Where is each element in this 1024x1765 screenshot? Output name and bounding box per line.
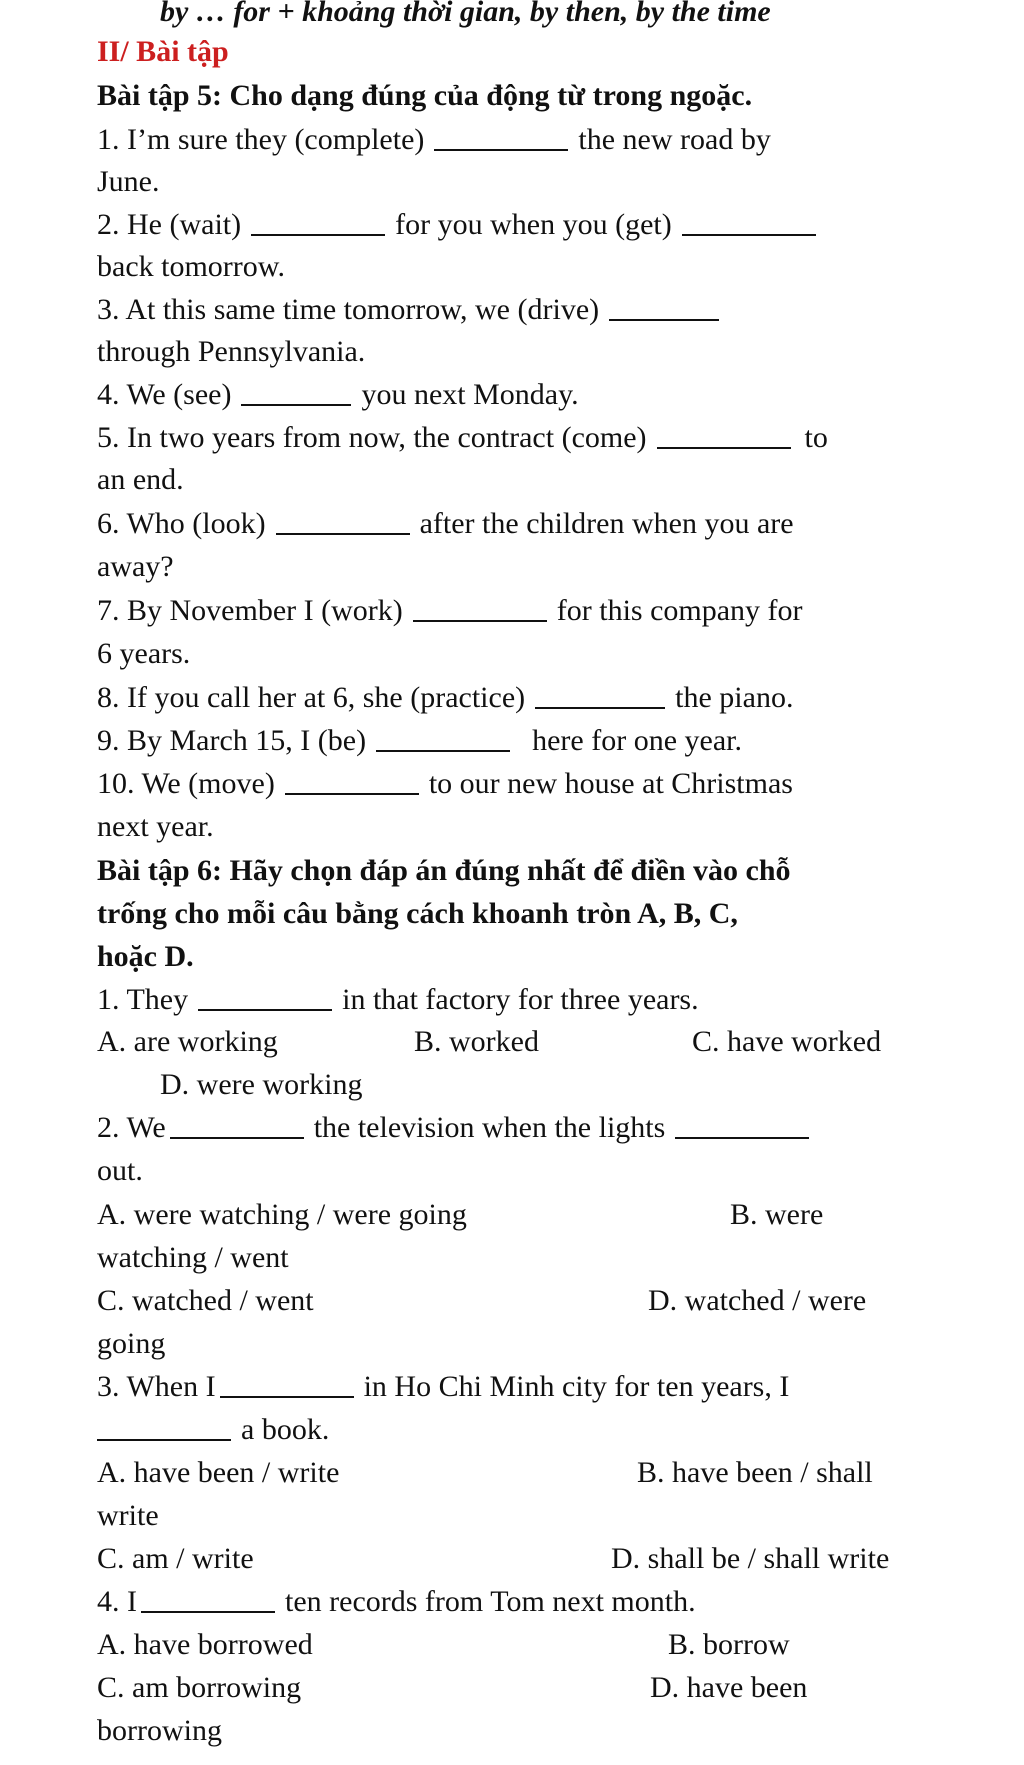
answer-blank	[675, 1137, 809, 1139]
text: to	[804, 421, 828, 454]
ex6-q3	[97, 1369, 789, 1405]
text: 5. In two years from now, the contract (come)	[97, 421, 647, 454]
text: the piano.	[675, 681, 794, 714]
text: 2. He (wait)	[97, 208, 242, 241]
text: after the children when you are	[419, 507, 794, 540]
ex6-q3-cont	[97, 1412, 329, 1448]
answer-blank	[141, 1611, 275, 1613]
ex5-q6-cont: away?	[97, 550, 174, 583]
text: 4. We (see)	[97, 378, 232, 411]
answer-blank	[413, 620, 547, 622]
text: a book.	[241, 1413, 330, 1446]
answer-blank	[434, 149, 568, 151]
text: for this company for	[556, 594, 803, 627]
ex5-q2	[97, 207, 826, 243]
ex5-q7	[97, 593, 803, 629]
answer-blank	[535, 707, 665, 709]
text: you next Monday.	[361, 378, 579, 411]
answer-blank	[241, 404, 351, 406]
ex6-q2	[97, 1110, 819, 1146]
ex6-q3-option-b[interactable]: B. have been / shall	[637, 1456, 873, 1489]
ex6-q3-option-c[interactable]: C. am / write	[97, 1542, 254, 1575]
text: in that factory for three years.	[342, 983, 699, 1016]
ex5-q3	[97, 292, 729, 328]
text: for you when you (get)	[395, 208, 672, 241]
answer-blank	[276, 533, 410, 535]
ex5-q1-cont: June.	[97, 165, 160, 198]
text: to our new house at Christmas	[428, 767, 793, 800]
answer-blank	[609, 319, 719, 321]
header-partial-line: by … for + khoảng thời gian, by then, by the time	[160, 0, 771, 28]
text: 6. Who (look)	[97, 507, 266, 540]
text: 3. When I	[97, 1370, 216, 1403]
text: ten records from Tom next month.	[285, 1585, 696, 1618]
answer-blank	[285, 793, 419, 795]
answer-blank	[97, 1439, 231, 1441]
ex6-q2-cont: out.	[97, 1154, 143, 1187]
ex6-q1-option-b[interactable]: B. worked	[414, 1025, 539, 1058]
ex6-q1-option-c[interactable]: C. have worked	[692, 1025, 882, 1058]
ex6-title-line1: Bài tập 6: Hãy chọn đáp án đúng nhất để điền vào chỗ	[97, 854, 791, 887]
ex6-q2-option-c[interactable]: C. watched / went	[97, 1284, 314, 1317]
ex5-q2-cont: back tomorrow.	[97, 250, 285, 283]
ex6-q3-option-a[interactable]: A. have been / write	[97, 1456, 340, 1489]
answer-blank	[251, 234, 385, 236]
answer-blank	[376, 750, 510, 752]
ex5-q7-cont: 6 years.	[97, 637, 191, 670]
ex6-q2-option-b[interactable]: B. were	[730, 1198, 824, 1231]
ex6-q3-option-d[interactable]: D. shall be / shall write	[611, 1542, 890, 1575]
ex5-q4	[97, 377, 579, 413]
text: 1. I’m sure they (complete)	[97, 123, 425, 156]
answer-blank	[220, 1396, 354, 1398]
ex5-q5	[97, 420, 828, 456]
ex6-q2-option-d[interactable]: D. watched / were	[648, 1284, 867, 1317]
text: 9. By March 15, I (be)	[97, 724, 367, 757]
ex6-q2-option-d-cont[interactable]: going	[97, 1327, 166, 1360]
ex6-q2-option-b-cont[interactable]: watching / went	[97, 1241, 289, 1274]
text: the television when the lights	[313, 1111, 666, 1144]
ex6-q2-option-a[interactable]: A. were watching / were going	[97, 1198, 467, 1231]
ex6-q4-option-d-cont[interactable]: borrowing	[97, 1714, 222, 1747]
ex6-q1-option-d[interactable]: D. were working	[160, 1068, 363, 1101]
ex6-q4-option-b[interactable]: B. borrow	[668, 1628, 790, 1661]
ex5-q10	[97, 766, 793, 802]
answer-blank	[170, 1137, 304, 1139]
ex5-q6	[97, 506, 794, 542]
ex6-q4-option-d[interactable]: D. have been	[650, 1671, 808, 1704]
text: the new road by	[578, 123, 771, 156]
text: 1. They	[97, 983, 189, 1016]
ex5-title: Bài tập 5: Cho dạng đúng của động từ trong ngoặc.	[97, 79, 753, 112]
text: 8. If you call her at 6, she (practice)	[97, 681, 526, 714]
ex6-q4-option-c[interactable]: C. am borrowing	[97, 1671, 302, 1704]
ex5-q10-cont: next year.	[97, 810, 214, 843]
answer-blank	[682, 234, 816, 236]
ex5-q9	[97, 723, 742, 759]
answer-blank	[198, 1009, 332, 1011]
text: 3. At this same time tomorrow, we (drive)	[97, 293, 600, 326]
text: 2. We	[97, 1111, 166, 1144]
ex6-q4-option-a[interactable]: A. have borrowed	[97, 1628, 313, 1661]
ex6-title-line2: trống cho mỗi câu bằng cách khoanh tròn A, B, C,	[97, 897, 738, 930]
ex6-q4	[97, 1584, 696, 1620]
answer-blank	[657, 447, 791, 449]
ex6-q1	[97, 982, 699, 1018]
ex5-q1	[97, 122, 771, 158]
ex6-title-line3: hoặc D.	[97, 940, 194, 973]
text: in Ho Chi Minh city for ten years, I	[363, 1370, 790, 1403]
ex6-q1-option-a[interactable]: A. are working	[97, 1025, 278, 1058]
text: 4. I	[97, 1585, 137, 1618]
text: 7. By November I (work)	[97, 594, 403, 627]
text: 10. We (move)	[97, 767, 275, 800]
ex5-q3-cont: through Pennsylvania.	[97, 335, 366, 368]
text: here for one year.	[532, 724, 742, 757]
ex5-q8	[97, 680, 793, 716]
ex5-q5-cont: an end.	[97, 463, 184, 496]
ex6-q3-option-b-cont[interactable]: write	[97, 1499, 159, 1532]
section-title: II/ Bài tập	[97, 35, 229, 68]
